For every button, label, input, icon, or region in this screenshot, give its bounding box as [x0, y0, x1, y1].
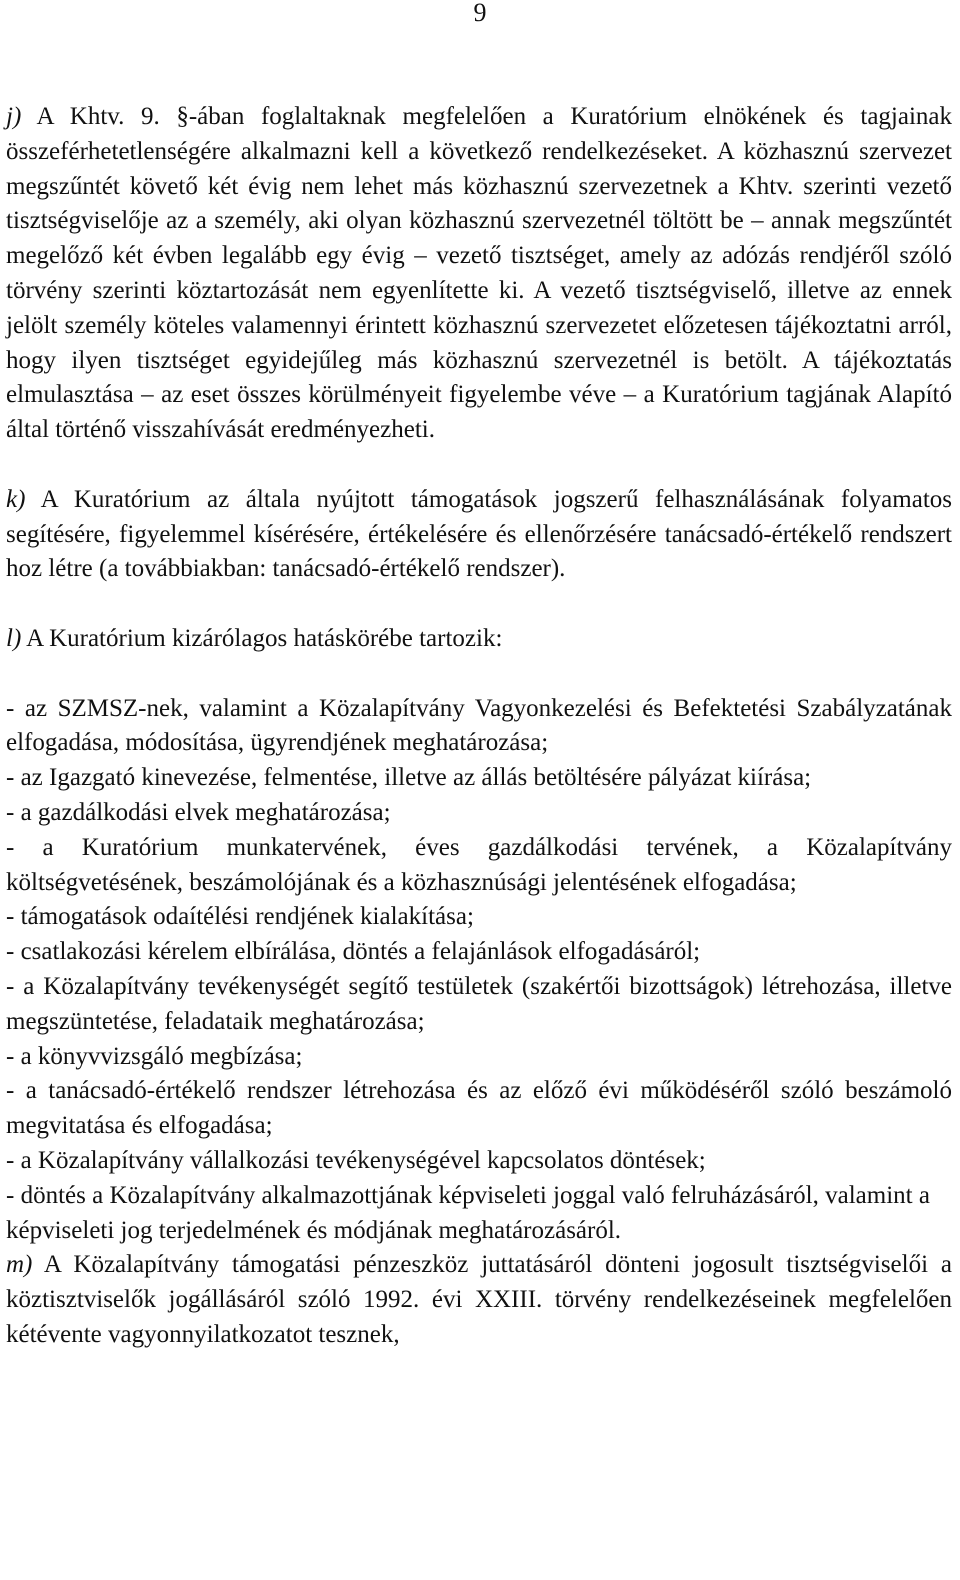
paragraph-label-k: k): [6, 485, 26, 513]
paragraph-text-k: A Kuratórium az általa nyújtott támogatások jogszerű felhasználásának folyamatos segítésére, figyelemmel kísérésére, értékelésére és ellenőrzésére tanácsadó-értékelő rendszert hoz létre (a továbbiakban: tanácsadó-értékelő rendszer).: [6, 485, 952, 583]
list-item: - a gazdálkodási elvek meghatározása;: [6, 798, 391, 826]
list-item: - a könyvvizsgáló megbízása;: [6, 1042, 303, 1070]
competence-list: [6, 692, 952, 1249]
paragraph-l: [6, 622, 952, 657]
list-item: - a Közalapítvány tevékenységét segítő testületek (szakértői bizottságok) létrehozása, illetve megszüntetése, feladataik meghatározása;: [6, 972, 952, 1035]
paragraph-label-j: j): [6, 103, 22, 130]
paragraph-j: [6, 100, 952, 448]
page-number: 9: [473, 0, 487, 27]
paragraph-spacer: [6, 448, 952, 483]
paragraph-spacer: [6, 587, 952, 622]
list-item: - döntés a Közalapítvány alkalmazottjának képviseleti joggal való felruházásáról, valamint a képviseleti jog terjedelmének és módjának meghatározásáról.: [6, 1181, 930, 1244]
paragraph-text-l: A Kuratórium kizárólagos hatáskörébe tartozik:: [21, 624, 503, 652]
paragraph-spacer: [6, 657, 952, 692]
list-item: - csatlakozási kérelem elbírálása, döntés a felajánlások elfogadásáról;: [6, 938, 701, 966]
paragraph-k: [6, 483, 952, 587]
list-item: - az Igazgató kinevezése, felmentése, illetve az állás betöltésére pályázat kiírása;: [6, 764, 812, 792]
list-item: - a Kuratórium munkatervének, éves gazdálkodási tervének, a Közalapítvány költségvetésének, beszámolójának és a közhasznúsági jelentésének elfogadása;: [6, 833, 952, 896]
document-body: [6, 100, 952, 1353]
list-item: - a Közalapítvány vállalkozási tevékenységével kapcsolatos döntések;: [6, 1146, 706, 1174]
paragraph-label-m: m): [6, 1251, 33, 1279]
list-item: - a tanácsadó-értékelő rendszer létrehozása és az előző évi működéséről szóló beszámoló megvitatása és elfogadása;: [6, 1077, 952, 1140]
paragraph-text-j: A Khtv. 9. §-ában foglaltaknak megfelelően a Kuratórium elnökének és tagjainak összeférhetetlenségére alkalmazni kell a következő rendelkezéseket. A közhasznú szervezet megszűntét követő két évig nem lehet más közhasznú szervezetnek a Khtv. szerinti vezető tisztségviselője az a személy, aki olyan közhasznú szervezetnél töltött be – annak megszűntét megelőző két évben legalább egy évig – vezető tisztséget, amely az adózás rendjéről szóló törvény szerinti köztartozását nem egyenlítette ki. A vezető tisztségviselő, illetve az ennek jelölt személy köteles valamennyi érintett közhasznú szervezetet előzetesen tájékoztatni arról, hogy ilyen tisztséget egyidejűleg más közhasznú szervezetnél is betölt. A tájékoztatás elmulasztása – az eset összes körülményeit figyelembe véve – a Kuratórium tagjának Alapító által történő visszahívását eredményezheti.: [6, 103, 952, 444]
list-item: - támogatások odaítélési rendjének kialakítása;: [6, 903, 474, 931]
paragraph-text-m: A Közalapítvány támogatási pénzeszköz juttatásáról dönteni jogosult tisztségviselői a köztisztviselők jogállásáról szóló 1992. évi XXIII. törvény rendelkezéseinek megfelelően kétévente vagyonnyilatkozatot tesznek,: [6, 1251, 952, 1348]
paragraph-m: [6, 1248, 952, 1352]
list-item: - az SZMSZ-nek, valamint a Közalapítvány Vagyonkezelési és Befektetési Szabályzatának elfogadása, módosítása, ügyrendjének meghatározása;: [6, 694, 952, 757]
paragraph-label-l: l): [6, 624, 22, 652]
